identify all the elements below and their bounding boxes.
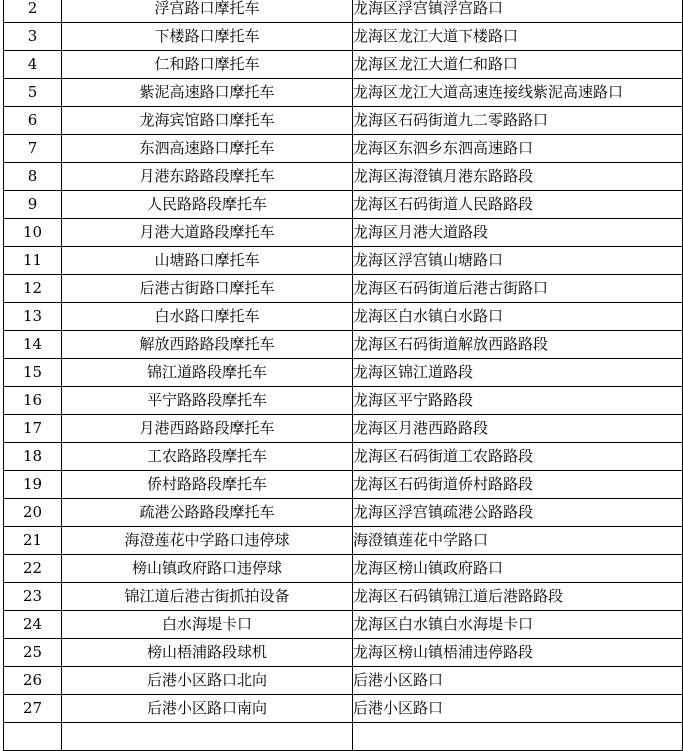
table-row [4,471,683,499]
table-row [4,667,683,695]
device-name: 疏港公路路段摩托车 [62,499,353,527]
device-location: 龙海区榜山镇梧浦违停路段 [353,639,683,667]
table-row [4,611,683,639]
device-name: 榜山镇政府路口违停球 [62,555,353,583]
row-number: 11 [4,247,62,275]
table-row [4,303,683,331]
device-location: 龙海区石码镇锦江道后港路路段 [353,583,683,611]
row-number: 12 [4,275,62,303]
row-number: 6 [4,107,62,135]
device-location: 龙海区榜山镇政府路口 [353,555,683,583]
device-name: 仁和路口摩托车 [62,51,353,79]
table-row [4,527,683,555]
device-location: 龙海区龙江大道仁和路口 [353,51,683,79]
row-number: 8 [4,163,62,191]
table-row [4,79,683,107]
device-location: 龙海区白水镇白水路口 [353,303,683,331]
device-location: 龙海区月港大道路段 [353,219,683,247]
device-name: 白水路口摩托车 [62,303,353,331]
device-name: 后港小区路口南向 [62,695,353,723]
device-location: 龙海区浮宫镇山塘路口 [353,247,683,275]
row-number: 27 [4,695,62,723]
table-row [4,555,683,583]
device-location: 龙海区月港西路路段 [353,415,683,443]
device-location: 龙海区浮宫镇浮宫路口 [353,0,683,23]
device-name [62,723,353,751]
device-location: 龙海区石码街道九二零路路口 [353,107,683,135]
device-location: 龙海区石码街道解放西路路段 [353,331,683,359]
device-location: 后港小区路口 [353,695,683,723]
device-location: 龙海区东泗乡东泗高速路口 [353,135,683,163]
row-number: 24 [4,611,62,639]
device-location: 龙海区海澄镇月港东路路段 [353,163,683,191]
table-row [4,583,683,611]
device-name: 人民路路段摩托车 [62,191,353,219]
device-name: 锦江道后港古街抓拍设备 [62,583,353,611]
device-location: 龙海区石码街道工农路路段 [353,443,683,471]
device-name: 月港大道路段摩托车 [62,219,353,247]
row-number: 18 [4,443,62,471]
table-row [4,247,683,275]
row-number [4,723,62,751]
table-body [4,0,683,751]
row-number: 13 [4,303,62,331]
row-number: 17 [4,415,62,443]
row-number: 7 [4,135,62,163]
table-row [4,0,683,23]
device-location: 龙海区石码街道后港古街路口 [353,275,683,303]
table-row [4,639,683,667]
table-row [4,163,683,191]
row-number: 21 [4,527,62,555]
table-row [4,51,683,79]
table-row [4,499,683,527]
device-name: 榜山梧浦路段球机 [62,639,353,667]
device-name: 侨村路路段摩托车 [62,471,353,499]
row-number: 14 [4,331,62,359]
device-name: 下楼路口摩托车 [62,23,353,51]
device-location: 海澄镇莲花中学路口 [353,527,683,555]
device-name: 锦江道路段摩托车 [62,359,353,387]
table-row [4,695,683,723]
device-location: 后港小区路口 [353,667,683,695]
device-name: 白水海堤卡口 [62,611,353,639]
device-name: 后港小区路口北向 [62,667,353,695]
row-number: 9 [4,191,62,219]
row-number: 3 [4,23,62,51]
table-row [4,107,683,135]
table-row [4,23,683,51]
device-name: 山塘路口摩托车 [62,247,353,275]
table-row [4,331,683,359]
row-number: 5 [4,79,62,107]
table-row [4,723,683,751]
row-number: 4 [4,51,62,79]
device-name: 后港古街路口摩托车 [62,275,353,303]
row-number: 10 [4,219,62,247]
table-row [4,275,683,303]
device-location: 龙海区龙江大道下楼路口 [353,23,683,51]
device-location [353,723,683,751]
table-row [4,415,683,443]
device-name: 月港西路路段摩托车 [62,415,353,443]
table-row [4,191,683,219]
device-name: 龙海宾馆路口摩托车 [62,107,353,135]
device-location: 龙海区平宁路路段 [353,387,683,415]
table-row [4,219,683,247]
device-location: 龙海区浮宫镇疏港公路路段 [353,499,683,527]
device-name: 浮宫路口摩托车 [62,0,353,23]
row-number: 22 [4,555,62,583]
device-name: 紫泥高速路口摩托车 [62,79,353,107]
row-number: 2 [4,0,62,23]
table-row [4,359,683,387]
device-table [3,0,683,751]
row-number: 16 [4,387,62,415]
table-row [4,443,683,471]
device-name: 平宁路路段摩托车 [62,387,353,415]
row-number: 20 [4,499,62,527]
device-location: 龙海区白水镇白水海堤卡口 [353,611,683,639]
row-number: 15 [4,359,62,387]
device-name: 工农路路段摩托车 [62,443,353,471]
row-number: 26 [4,667,62,695]
device-location: 龙海区锦江道路段 [353,359,683,387]
row-number: 19 [4,471,62,499]
row-number: 25 [4,639,62,667]
device-name: 东泗高速路口摩托车 [62,135,353,163]
table-row [4,135,683,163]
device-location: 龙海区石码街道侨村路路段 [353,471,683,499]
device-name: 月港东路路段摩托车 [62,163,353,191]
table-row [4,387,683,415]
row-number: 23 [4,583,62,611]
device-location: 龙海区石码街道人民路路段 [353,191,683,219]
device-name: 解放西路路段摩托车 [62,331,353,359]
device-location: 龙海区龙江大道高速连接线紫泥高速路口 [353,79,683,107]
device-name: 海澄莲花中学路口违停球 [62,527,353,555]
